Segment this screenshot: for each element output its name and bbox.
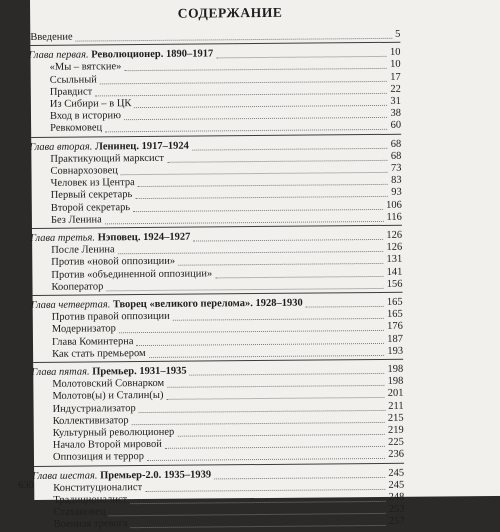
page-ref: 126 — [386, 229, 403, 241]
toc-entry-label: Ревкомовец — [50, 122, 103, 135]
chapter-prefix: Глава первая. — [28, 49, 89, 62]
toc-entry-label: Коллективизатор — [52, 414, 129, 427]
toc-entry-label: «Мы – вятские» — [49, 61, 122, 74]
page-ref: 10 — [390, 59, 401, 71]
chapter-title: Премьер. 1931–1935 — [92, 365, 187, 378]
page-ref: 198 — [387, 375, 404, 388]
toc-entry-label: Военная тревога — [53, 518, 128, 531]
toc-entry-label: Культурный революционер — [52, 426, 175, 439]
page-ref: 73 — [390, 162, 402, 174]
toc-entry-label: Модернизатор — [51, 323, 116, 336]
page-ref: 236 — [388, 449, 405, 461]
page-ref: 68 — [390, 150, 402, 162]
toc-entry-label: Первый секретарь — [50, 189, 133, 202]
chapter-title: Революционер. 1890–1917 — [91, 48, 214, 61]
leader-dots — [149, 344, 384, 358]
page-ref: 253 — [388, 503, 405, 516]
chapter-prefix: Глава шестая. — [32, 470, 98, 482]
toc-entry-label: Традиционалист — [53, 494, 128, 506]
toc-entry-label: Оппозиция и террор — [52, 451, 145, 464]
page-ref: 17 — [390, 71, 401, 83]
page-ref: 38 — [390, 107, 402, 120]
toc-entry-label: Молотов(ы) и Сталин(ы) — [52, 390, 164, 403]
toc-entry-label: Конституционалист — [53, 481, 143, 494]
toc-entry-label: Против «новой оппозиции» — [51, 256, 176, 269]
chapter-title: Нэповец. 1924–1927 — [97, 231, 191, 244]
page-ref: 211 — [388, 400, 404, 412]
toc-entry-label: Правдист — [49, 86, 93, 98]
page-ref: 10 — [389, 46, 401, 59]
page-ref: 219 — [387, 424, 404, 436]
toc-entry-label: Без Ленина — [50, 214, 102, 226]
toc-entry-label: Как стать премьером — [52, 347, 146, 360]
page-ref: 31 — [390, 95, 401, 107]
page-ref: 131 — [386, 254, 403, 266]
leader-dots — [131, 514, 386, 528]
page-ref: 5 — [395, 28, 401, 40]
page-ref: 126 — [386, 241, 403, 254]
chapter-prefix: Глава пятая. — [31, 366, 90, 379]
toc-entry-label: Практикующий марксист — [50, 152, 164, 165]
page-ref: 248 — [388, 491, 405, 503]
leader-dots — [105, 118, 387, 132]
chapter-prefix: Глава третья. — [30, 232, 96, 245]
book-page — [18, 0, 500, 531]
page-ref: 225 — [388, 436, 404, 449]
toc-entry-label: Из Сибири – в ЦК — [49, 98, 132, 110]
page-ref: 201 — [387, 388, 404, 400]
toc-entry-label: Ссыльный — [49, 74, 97, 86]
chapter-heading — [29, 140, 189, 153]
toc-entry-label: Стахановец — [53, 506, 106, 519]
toc-entry-label: Вход в историю — [49, 110, 121, 123]
page-ref: 215 — [387, 412, 404, 424]
toc-entry-label: Кооператор — [51, 281, 104, 293]
toc-entry-label: Человек из Центра — [50, 177, 135, 190]
leader-dots — [105, 210, 384, 224]
toc-entry-label: Начало Второй мировой — [52, 439, 162, 452]
leader-dots — [106, 277, 383, 291]
page-ref: 116 — [386, 211, 402, 223]
page-ref: 165 — [386, 308, 403, 321]
toc-entry-label: Совнархозовец — [50, 165, 118, 177]
page-ref: 93 — [391, 187, 402, 199]
leader-dots — [75, 27, 392, 42]
toc-entry-label: После Ленина — [51, 244, 115, 257]
page-ref: 245 — [388, 479, 405, 491]
page-ref: 83 — [391, 174, 402, 187]
chapter-heading — [31, 366, 186, 379]
page-ref: 68 — [390, 138, 402, 150]
page-ref: 187 — [387, 333, 404, 345]
page-ref: 60 — [390, 120, 402, 132]
page-number: 630 — [18, 479, 35, 492]
page-ref: 193 — [387, 345, 404, 357]
toc-entry[interactable] — [54, 516, 405, 531]
toc-entry-label: Второй секретарь — [50, 201, 131, 214]
leader-dots — [306, 295, 384, 308]
page-title: СОДЕРЖАНИЕ — [177, 4, 283, 21]
page-ref: 165 — [386, 296, 403, 308]
page-ref: 156 — [386, 278, 403, 290]
chapter-prefix: Глава четвертая. — [30, 299, 111, 312]
chapter-title: Премьер-2.0. 1935–1939 — [100, 469, 212, 481]
toc-entry-label: Индустриализатор — [52, 402, 136, 415]
leader-dots — [147, 447, 385, 461]
toc-entry-label: Глава Коминтерна — [51, 335, 134, 348]
toc-entry-label: Против правой оппозиции — [51, 310, 170, 324]
toc-entry-label: Введение — [30, 31, 73, 43]
page-ref: 198 — [387, 363, 404, 375]
chapter-title: Творец «великого перелома». 1928–1930 — [112, 297, 303, 311]
chapter-title: Ленинец. 1917–1924 — [94, 140, 189, 153]
toc-entry-label: Против «объединенной оппозиции» — [51, 268, 213, 281]
page-ref: 22 — [390, 83, 401, 95]
page-ref: 141 — [386, 266, 403, 278]
toc-entry-label: Молотовский Совнарком — [52, 378, 165, 391]
page-ref: 106 — [386, 199, 402, 211]
page-ref: 257 — [388, 516, 405, 528]
page-ref: 245 — [388, 467, 405, 479]
chapter-prefix: Глава вторая. — [29, 141, 93, 153]
page-ref: 176 — [387, 321, 403, 333]
